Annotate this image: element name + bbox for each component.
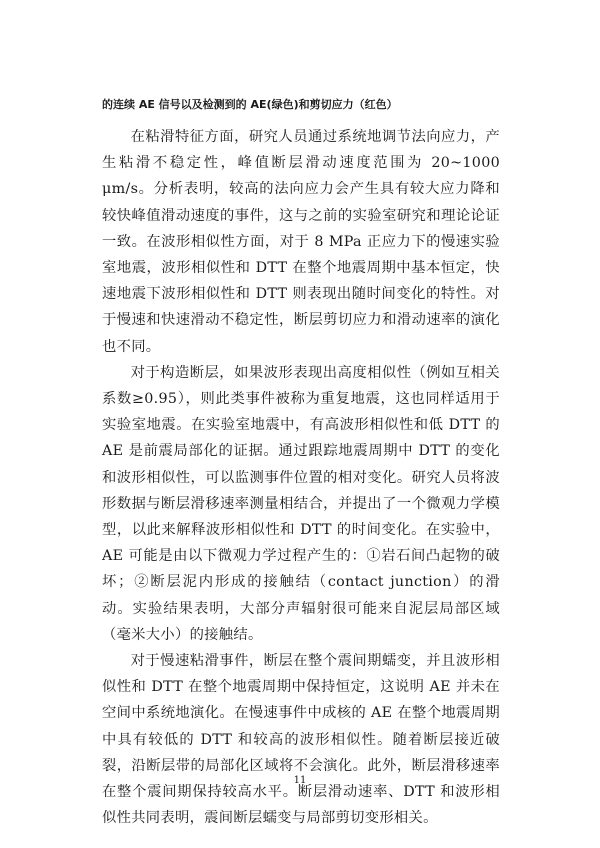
figure-caption: 的连续 AE 信号以及检测到的 AE(绿色)和剪切应力（红色）	[102, 98, 398, 111]
body-text	[102, 124, 500, 831]
page-number: 11	[293, 775, 307, 786]
paragraph: 在粘滑特征方面，研究人员通过系统地调节法向应力，产生粘滑不稳定性，峰值断层滑动速度范围为 20~1000 μm/s。分析表明，较高的法向应力会产生具有较大应力降和较快峰值滑动速度的事件，这与之前的实验室研究和理论论证一致。在波形相似性方面，对于 8 MPa 正应力下的慢速实验室地震，波形相似性和 DTT 在整个地震周期中基本恒定，快速地震下波形相似性和 DTT 则表现出随时间变化的特性。对于慢速和快速滑动不稳定性，断层剪切应力和滑动速率的演化也不同。	[102, 129, 500, 355]
paragraph: 对于构造断层，如果波形表现出高度相似性（例如互相关系数≥0.95），则此类事件被称为重复地震，这也同样适用于实验室地震。在实验室地震中，有高波形相似性和低 DTT 的 AE 是前震局部化的证据。通过跟踪地震周期中 DTT 的变化和波形相似性，可以监测事件位置的相对变化。研究人员将波形数据与断层滑移速率测量相结合，并提出了一个微观力学模型，以此来解释波形相似性和 DTT 的时间变化。在实验中，AE 可能是由以下微观力学过程产生的：①岩石间凸起物的破坏；②断层泥内形成的接触结（contact junction）的滑动。实验结果表明，大部分声辐射很可能来自泥层局部区域（毫米大小）的接触结。	[102, 364, 500, 643]
paragraph: 对于慢速粘滑事件，断层在整个震间期蠕变，并且波形相似性和 DTT 在整个地震周期中保持恒定，这说明 AE 并未在空间中系统地演化。在慢速事件中成核的 AE 在整个地震周期中具有较低的 DTT 和较高的波形相似性。随着断层接近破裂，沿断层带的局部化区域将不会演化。此外，断层滑移速率在整个震间期保持较高水平。断层滑动速率、DTT 和波形相似性共同表明，震间断层蠕变与局部剪切变形相关。	[102, 653, 500, 827]
